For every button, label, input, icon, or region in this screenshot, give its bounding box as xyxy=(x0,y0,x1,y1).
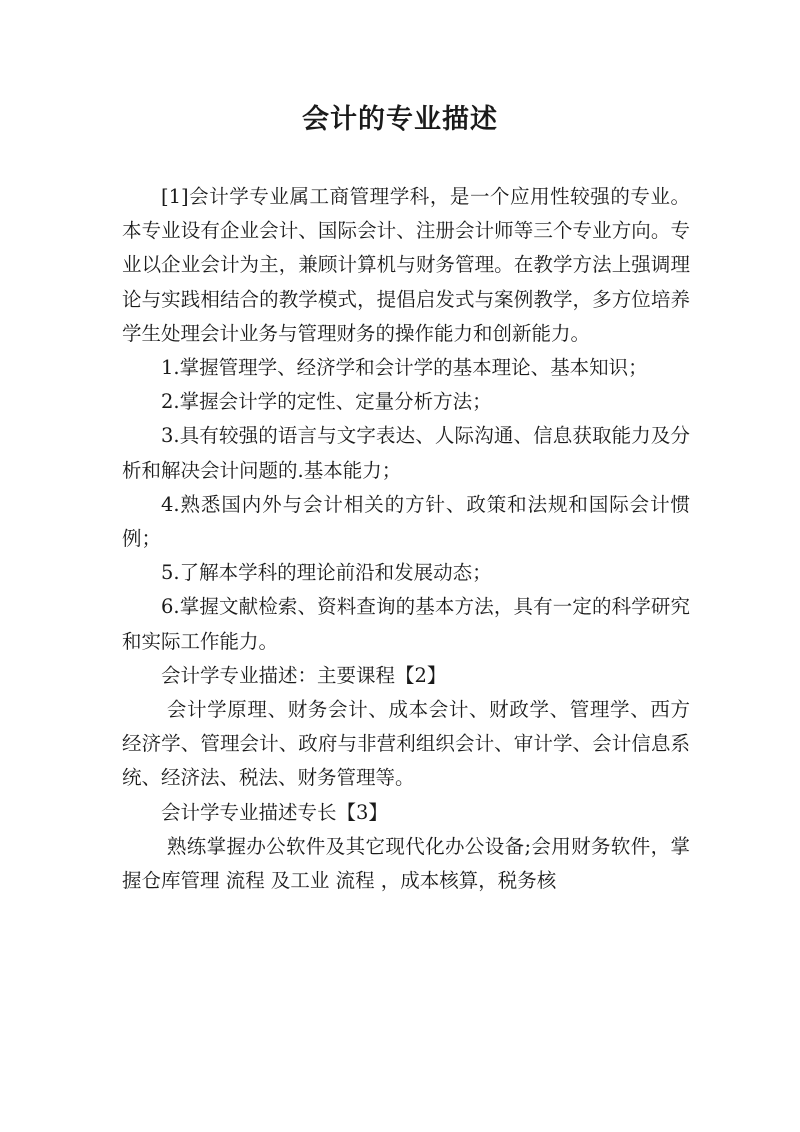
paragraph-intro: [1]会计学专业属工商管理学科，是一个应用性较强的专业。本专业设有企业会计、国际会计、注册会计师等三个专业方向。专业以企业会计为主，兼顾计算机与财务管理。在教学方法上强调理论与实践相结合的教学模式，提倡启发式与案例教学，多方位培养学生处理会计业务与管理财务的操作能力和创新能力。 xyxy=(122,185,690,345)
paragraph-skills: 熟练掌握办公软件及其它现代化办公设备;会用财务软件，掌握仓库管理 流程 及工业 流程 ，成本核算，税务核 xyxy=(122,834,690,893)
paragraph-item-1: 1.掌握管理学、经济学和会计学的基本理论、基本知识； xyxy=(161,356,648,380)
document-title: 会计的专业描述 xyxy=(302,104,498,135)
paragraph-item-4: 4.熟悉国内外与会计相关的方针、政策和法规和国际会计惯例； xyxy=(122,492,690,551)
section-heading-courses: 会计学专业描述：主要课程【2】 xyxy=(161,663,447,687)
section-heading-skills: 会计学专业描述专长【3】 xyxy=(161,800,388,824)
paragraph-item-6: 6.掌握文献检索、资料查询的基本方法，具有一定的科学研究和实际工作能力。 xyxy=(122,595,690,653)
document-body xyxy=(122,180,690,898)
paragraph-item-5: 5.了解本学科的理论前沿和发展动态； xyxy=(161,561,492,585)
paragraph-courses: 会计学原理、财务会计、成本会计、财政学、管理学、西方经济学、管理会计、政府与非营利组织会计、审计学、会计信息系统、经济法、税法、财务管理等。 xyxy=(122,698,690,790)
paragraph-item-2: 2.掌握会计学的定性、定量分析方法； xyxy=(161,390,492,414)
paragraph-item-3: 3.具有较强的语言与文字表达、人际沟通、信息获取能力及分析和解决会计问题的.基本能力； xyxy=(122,424,690,482)
